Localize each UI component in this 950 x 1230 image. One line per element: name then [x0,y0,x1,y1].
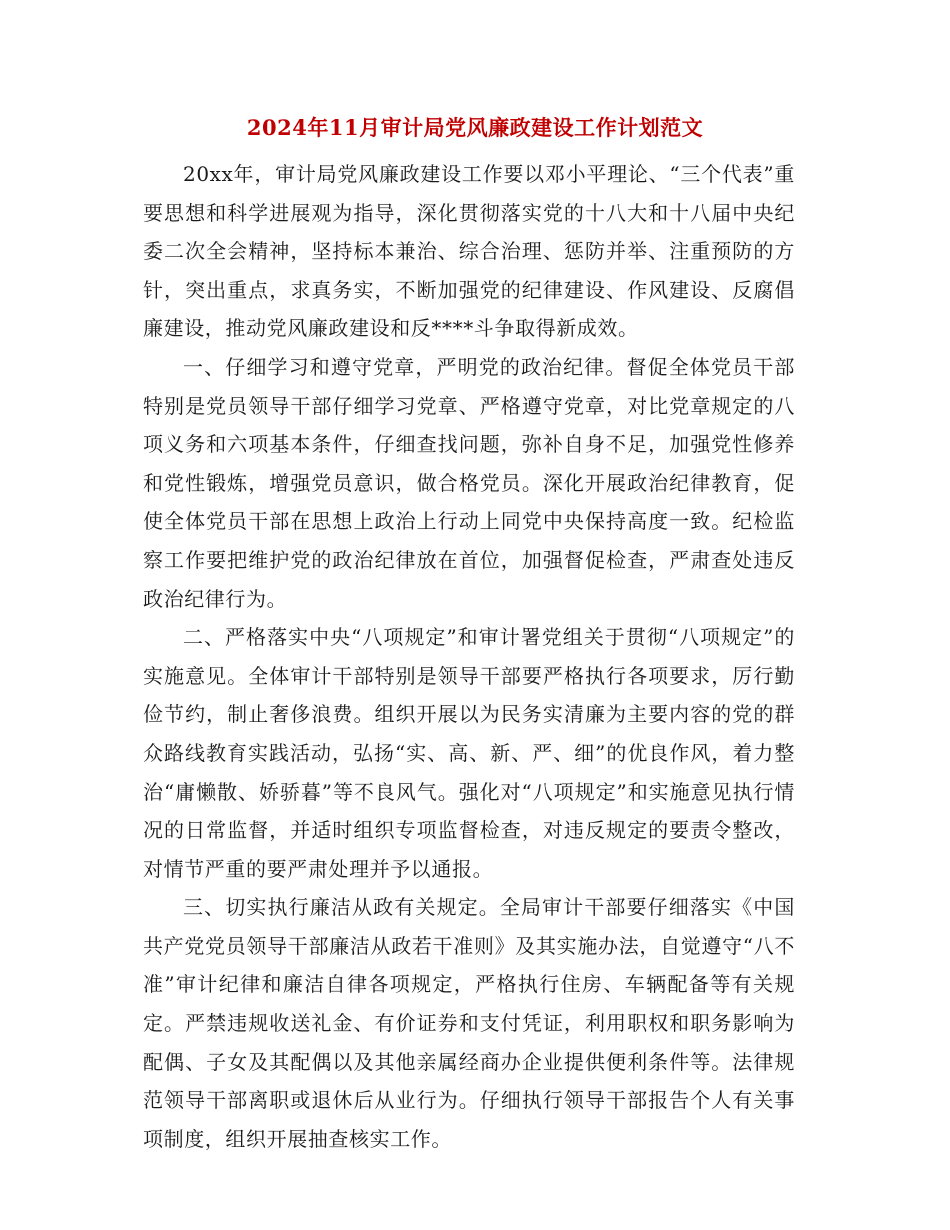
paragraph-section-3: 三、切实执行廉洁从政有关规定。全局审计干部要仔细落实《中国共产党党员领导干部廉洁从政若干准则》及其实施办法，自觉遵守“八不准”审计纪律和廉洁自律各项规定，严格执行住房、车辆配备等有关规定。严禁违规收送礼金、有价证券和支付凭证，利用职权和职务影响为配偶、子女及其配偶以及其他亲属经商办企业提供便利条件等。法律规范领导干部离职或退休后从业行为。仔细执行领导干部报告个人有关事项制度，组织开展抽查核实工作。 [143,895,795,1151]
paragraph-section-2: 二、严格落实中央“八项规定”和审计署党组关于贯彻“八项规定”的实施意见。全体审计干部特别是领导干部要严格执行各项要求，厉行勤俭节约，制止奢侈浪费。组织开展以为民务实清廉为主要内容的党的群众路线教育实践活动，弘扬“实、高、新、严、细”的优良作风，着力整治“庸懒散、娇骄暮”等不良风气。强化对“八项规定”和实施意见执行情况的日常监督，并适时组织专项监督检查，对违反规定的要责令整改，对情节严重的要严肃处理并予以通报。 [143,625,795,881]
document-title: 2024年11月审计局党风廉政建设工作计划范文 [246,115,704,140]
paragraph-section-1: 一、仔细学习和遵守党章，严明党的政治纪律。督促全体党员干部特别是党员领导干部仔细学习党章、严格遵守党章，对比党章规定的八项义务和六项基本条件，仔细查找问题，弥补自身不足，加强党性修养和党性锻炼，增强党员意识，做合格党员。深化开展政治纪律教育，促使全体党员干部在思想上政治上行动上同党中央保持高度一致。纪检监察工作要把维护党的政治纪律放在首位，加强督促检查，严肃查处违反政治纪律行为。 [143,354,795,611]
paragraph-intro: 20xx年，审计局党风廉政建设工作要以邓小平理论、“三个代表”重要思想和科学进展观为指导，深化贯彻落实党的十八大和十八届中央纪委二次全会精神，坚持标本兼治、综合治理、惩防并举、注重预防的方针，突出重点，求真务实，不断加强党的纪律建设、作风建设、反腐倡廉建设，推动党风廉政建设和反****斗争取得新成效。 [143,162,795,341]
document-body [143,155,795,1158]
